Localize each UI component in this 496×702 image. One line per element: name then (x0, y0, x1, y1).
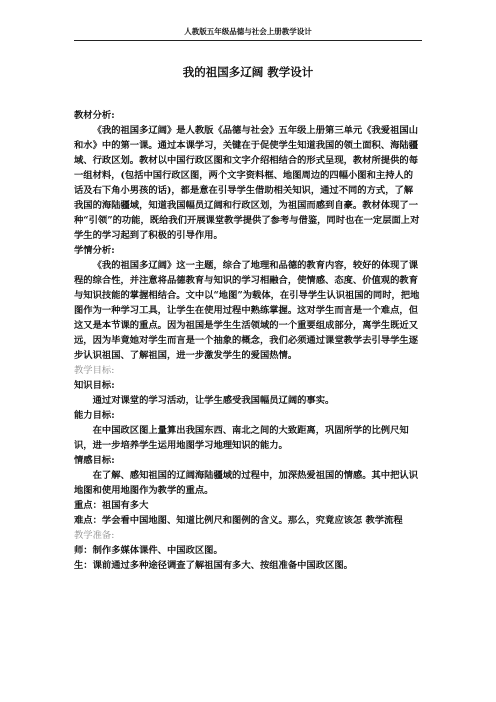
emotion-goal-text: 在了解、感知祖国的辽阔海陆疆域的过程中，加深热爱祖国的情感。其中把认识地图和使用地图作为教学的重点。 (74, 470, 418, 496)
knowledge-goal-text: 通过对课堂的学习活动，让学生感受我国幅员辽阔的事实。 (92, 395, 335, 406)
student-analysis-text: 《我的祖国多辽阔》这一主题，综合了地理和品德的教育内容，较好的体现了课程的综合性，并注意将品德教育与知识的学习相融合，使情感、态度、价值观的教育与知识技能的掌握相结合。文中以“地图”为载体，在引导学生认识祖国的同时，把地图作为一种学习工具，让学生在使用过程中熟练掌握。这对学生而言是一个难点，但这又是本节课的重点。因为祖国是学生生活领域的一个重要组成部分，离学生既近又远，因为毕竟她对学生而言是一个抽象的概念，我们必须通过课堂教学去引导学生逐步认识祖国、了解祖国，进一步激发学生的爱国热情。 (74, 260, 420, 361)
teacher-prep-text: 师：制作多媒体课件、中国政区图。 (74, 545, 223, 556)
teaching-prep-heading: 教学准备: (74, 530, 115, 541)
material-analysis-text: 《我的祖国多辽阔》是人教版《品德与社会》五年级上册第三单元《我爱祖国山和水》中的第一课。通过本课学习，关键在于促使学生知道我国的领土面积、海陆疆域、行政区划。教材以中国行政区图和文字介绍相结合的形式呈现，教材所提供的每一组材料，(包括中国行政区图，两个文字资料框、地图周边的四幅小图和主持人的话及右下角小男孩的话)，都是意在引导学生借助相关知识，通过不同的方式，了解我国的海陆疆域，知道我国幅员辽阔和行政区划，为祖国而感到自豪。教材体现了一种“引领”的功能，既给我们开展课堂教学提供了参考与借鉴，同时也在一定层面上对学生的学习起到了积极的引导作用。 (74, 125, 420, 241)
key-point-text: 重点：祖国有多大 (74, 500, 149, 511)
ability-goal-heading: 能力目标: (74, 410, 115, 421)
difficulty-text: 难点：学会看中国地图、知道比例尺和图例的含义。那么，究竟应该怎 教学流程 (74, 515, 403, 526)
document-title: 我的祖国多辽阔 教学设计 (182, 65, 314, 79)
page-header: 人教版五年级品德与社会上册教学设计 (74, 26, 422, 41)
document-body (74, 108, 422, 573)
knowledge-goal-heading: 知识目标: (74, 380, 115, 391)
ability-goal-text: 在中国政区图上量算出我国东西、南北之间的大致距离，巩固所学的比例尺知识，进一步培养学生运用地图学习地理知识的能力。 (74, 425, 409, 451)
emotion-goal-heading: 情感目标: (74, 455, 115, 466)
student-prep-text: 生：课前通过多种途径调查了解祖国有多大、按组准备中国政区图。 (74, 560, 353, 571)
teaching-goals-heading: 教学目标: (74, 365, 115, 376)
material-analysis-heading: 教材分析: (74, 110, 115, 121)
student-analysis-heading: 学情分析: (74, 245, 115, 256)
